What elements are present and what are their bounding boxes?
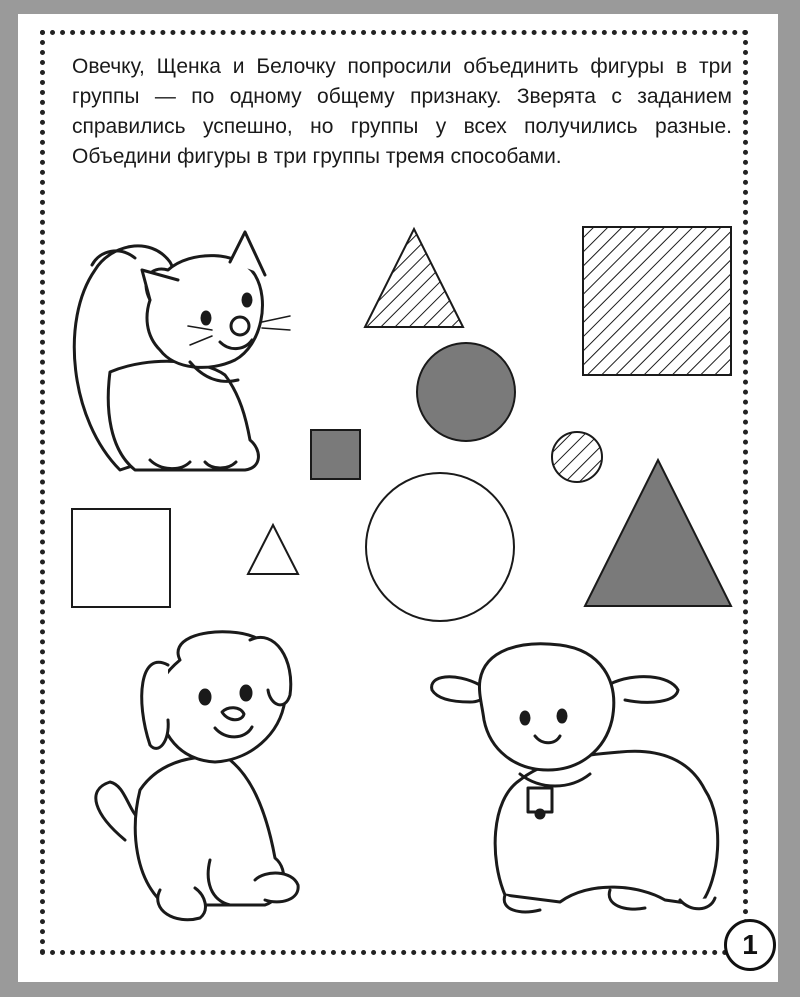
page-number-badge: 1 [724, 919, 776, 971]
shape-hatched-triangle [365, 229, 463, 327]
shape-hatched-large-square [583, 227, 731, 375]
shape-white-large-circle [366, 473, 514, 621]
shape-hatched-small-circle [552, 432, 602, 482]
squirrel-illustration [74, 232, 290, 470]
shape-gray-small-square [311, 430, 360, 479]
shape-gray-large-triangle [585, 460, 731, 606]
lamb-illustration [432, 644, 718, 912]
shape-white-small-triangle [248, 525, 298, 574]
shape-gray-circle [417, 343, 515, 441]
puppy-illustration [96, 632, 298, 920]
shape-white-large-square [72, 509, 170, 607]
task-text: Овечку, Щенка и Белочку попросили объединить фигуры в три группы — по одному общему признаку. Зверята с заданием справились успешно, но группы у всех получились разные. Объедини фигуры в три группы тремя способами. [72, 55, 732, 168]
